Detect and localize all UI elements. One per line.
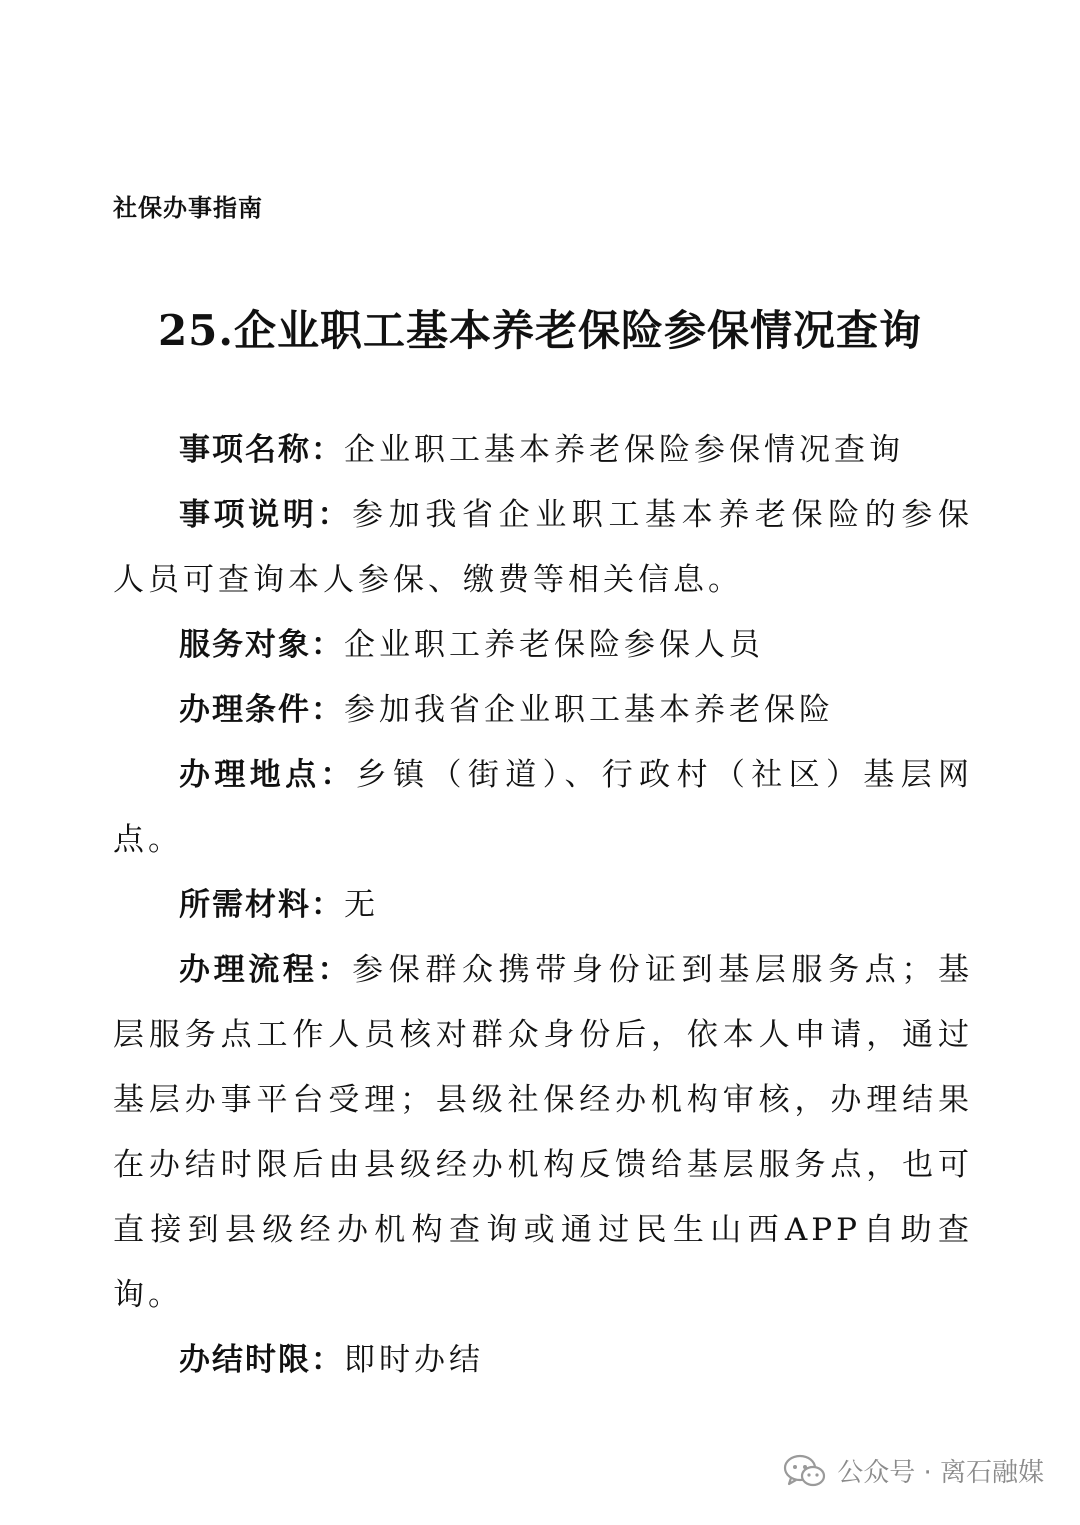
item-label: 办理条件： — [179, 692, 344, 728]
item-value: 参保群众携带身份证到基层服务点；基层服务点工作人员核对群众身份后，依本人申请，通过基层办事平台受理；县级社保经办机构审核，办理结果在办结时限后由县级经办机构反馈给基层服务点，也可直接到县级经办机构查询或通过民生山西APP自助查询。 — [113, 952, 974, 1313]
item-value: 乡镇（街道）、行政村（社区）基层网点。 — [113, 757, 974, 858]
item-materials — [113, 873, 973, 938]
item-service-target — [113, 613, 973, 678]
item-label: 办理地点： — [179, 757, 356, 793]
item-label: 事项说明： — [179, 497, 353, 533]
item-name — [113, 418, 973, 483]
item-location — [113, 743, 973, 873]
document-category-label: 社保办事指南 — [113, 194, 263, 222]
item-value: 即时办结 — [344, 1342, 484, 1378]
document-title: 25.企业职工基本养老保险参保情况查询 — [157, 306, 923, 355]
item-value: 无 — [344, 887, 379, 923]
item-label: 办结时限： — [179, 1342, 344, 1378]
item-label: 所需材料： — [179, 887, 344, 923]
watermark — [783, 1452, 1044, 1489]
item-label: 事项名称： — [179, 432, 344, 468]
item-value: 参加我省企业职工基本养老保险 — [344, 692, 834, 728]
item-conditions — [113, 678, 973, 743]
watermark-text: 公众号 · 离石融媒 — [837, 1458, 1044, 1488]
item-value: 企业职工养老保险参保人员 — [344, 627, 764, 663]
item-description — [113, 483, 973, 613]
item-value: 参加我省企业职工基本养老保险的参保人员可查询本人参保、缴费等相关信息。 — [113, 497, 974, 598]
item-value: 企业职工基本养老保险参保情况查询 — [344, 432, 904, 468]
document-body — [113, 418, 973, 1393]
wechat-icon — [783, 1453, 827, 1489]
item-time-limit — [113, 1328, 973, 1393]
item-label: 办理流程： — [179, 952, 353, 988]
item-process — [113, 938, 973, 1328]
item-label: 服务对象： — [179, 627, 344, 663]
